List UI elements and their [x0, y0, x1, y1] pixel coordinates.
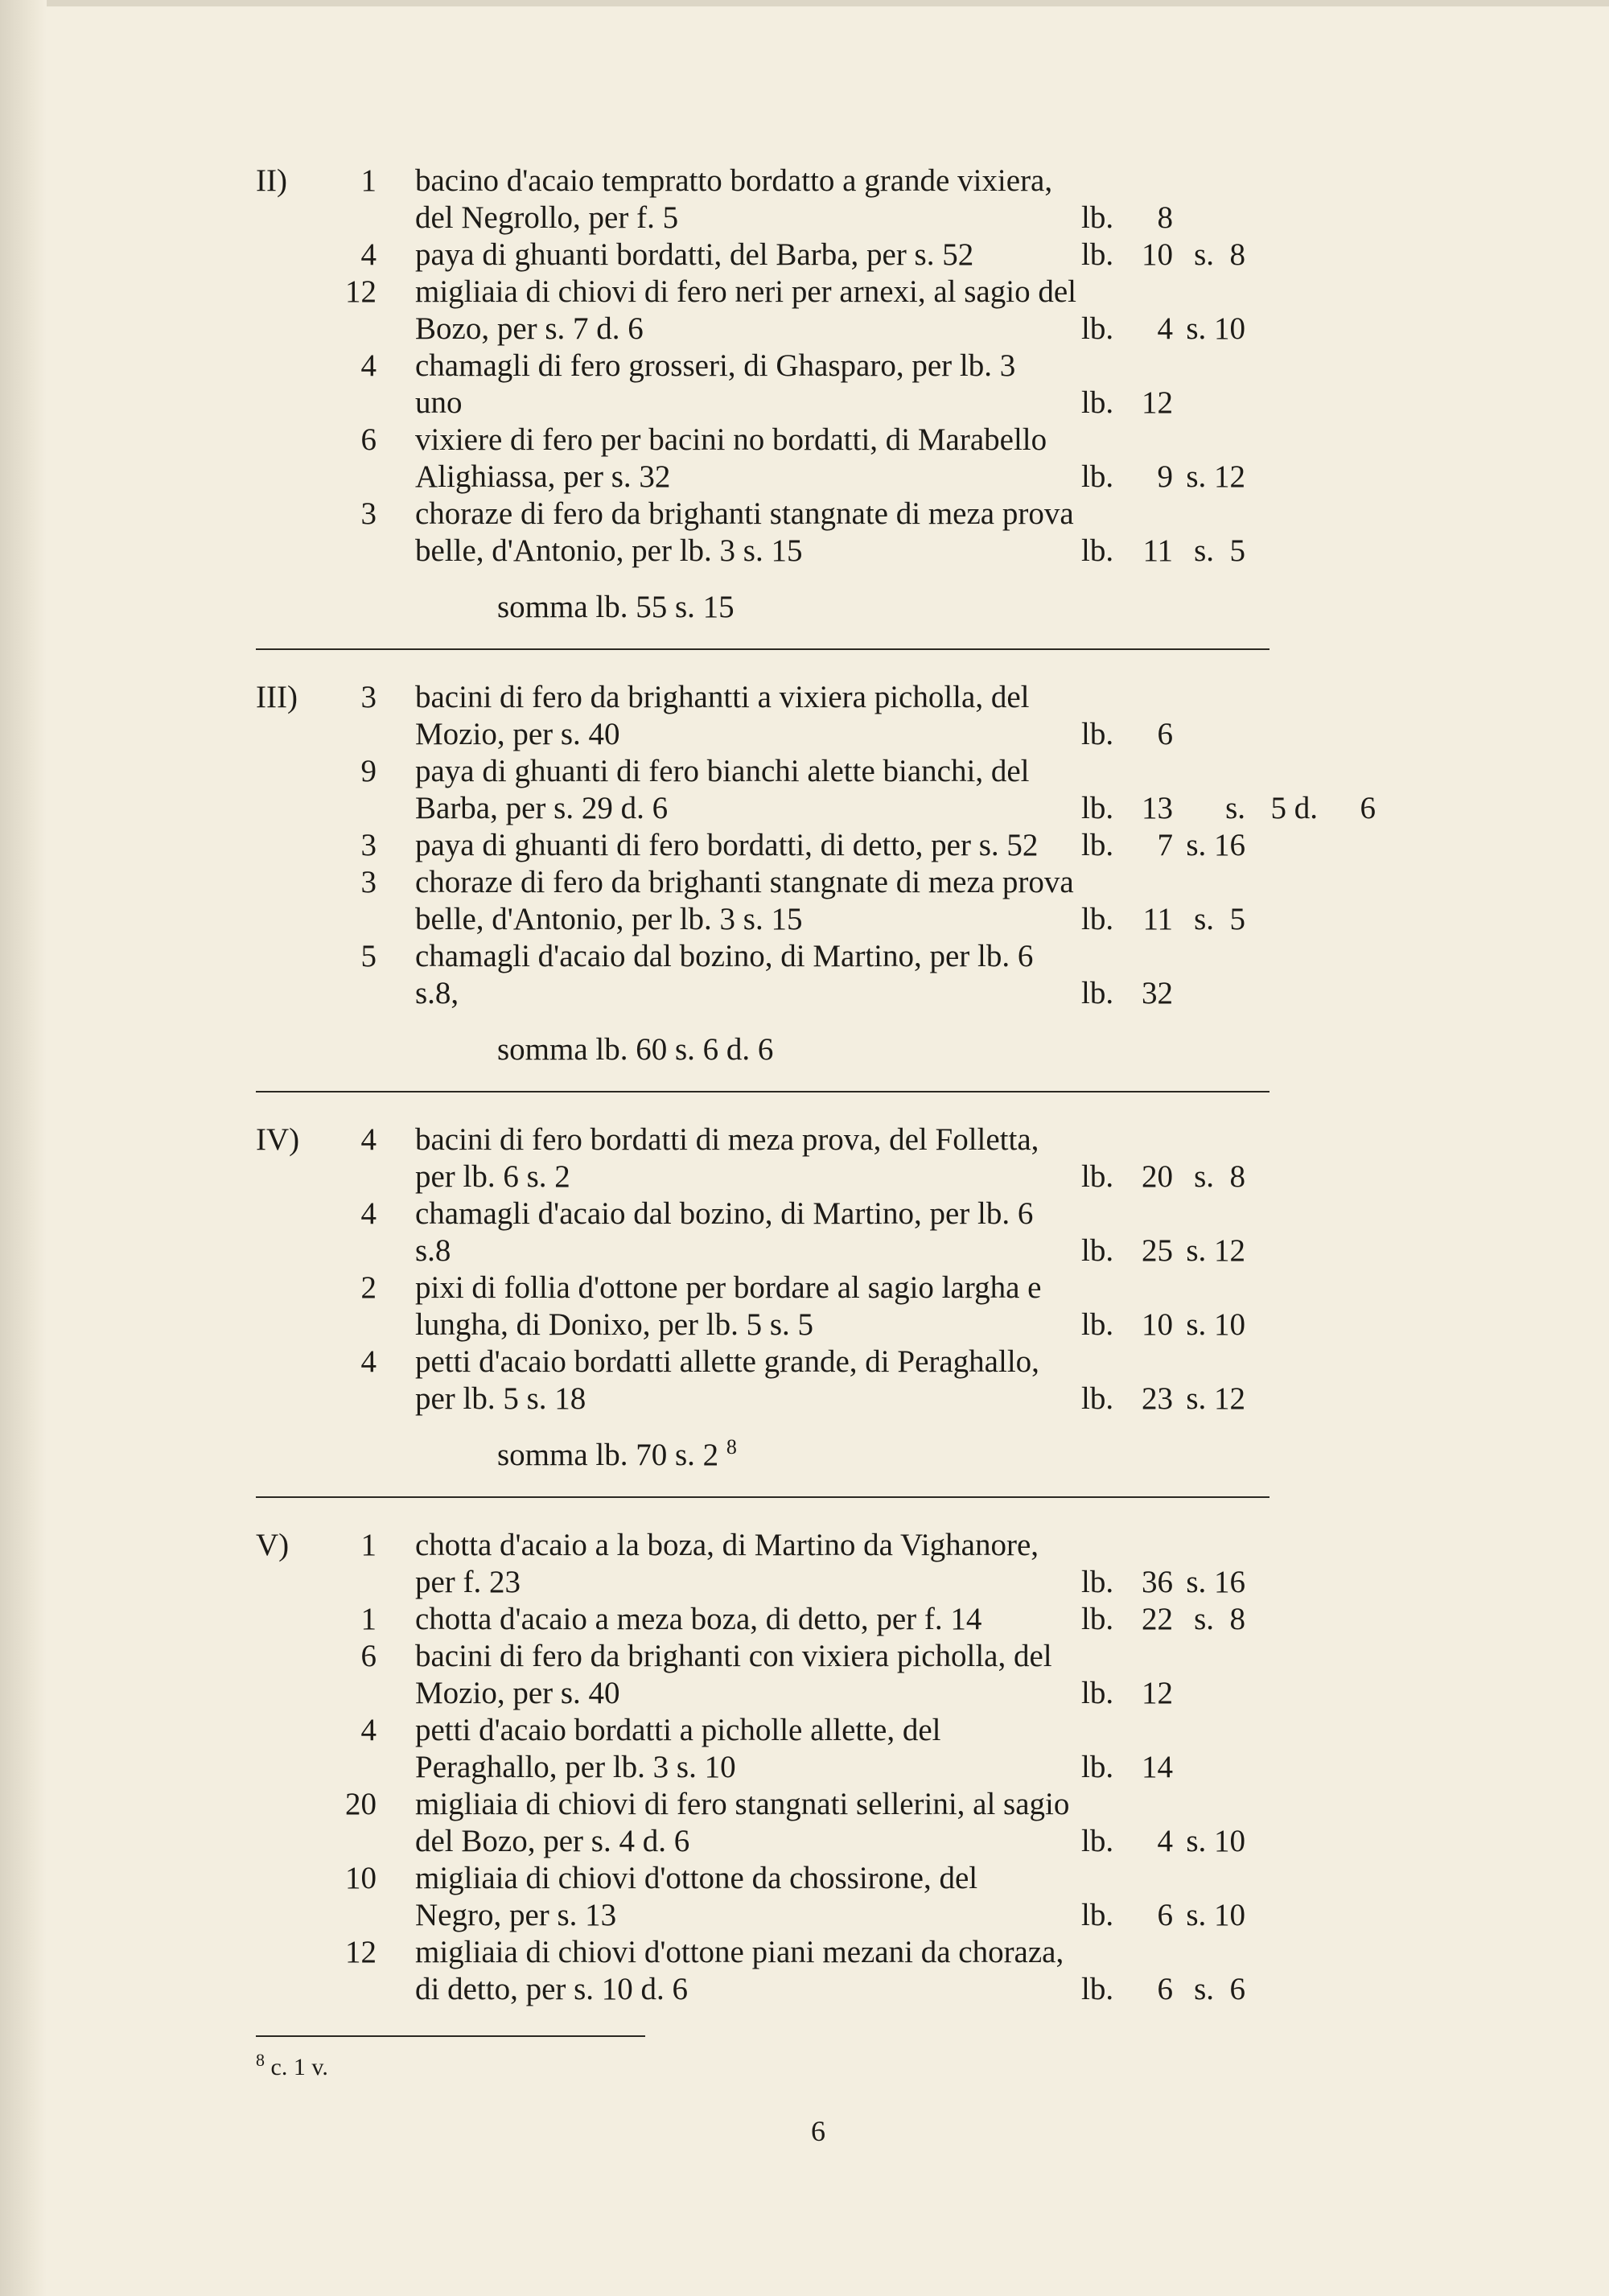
entry-description [415, 1786, 1081, 1860]
footnote-mark: 8 [256, 2050, 265, 2070]
amount-x [1318, 975, 1376, 1012]
amount-l: 12 [1142, 385, 1173, 420]
entry-quantity: 20 [345, 1787, 377, 1821]
page-top-edge [0, 0, 1609, 6]
entry-description [415, 1860, 1081, 1934]
amount-s: s. 10 [1186, 311, 1245, 346]
entry-row [256, 827, 1270, 864]
entry-amount [1081, 237, 1376, 274]
entry-description [415, 938, 1081, 1012]
description-line: s.8, [415, 976, 459, 1010]
description-line: vixiere di fero per bacini no bordatti, di Marabello [415, 422, 1047, 457]
amount-s: s. 5 [1194, 902, 1245, 936]
entry-row [256, 864, 1270, 938]
entry-row [256, 422, 1270, 496]
entry-amount [1081, 1601, 1376, 1638]
entry-amount [1081, 1527, 1376, 1601]
description-line: migliaia di chiovi di fero neri per arnexi, al sagio del [415, 274, 1076, 309]
amount-x [1318, 200, 1376, 237]
section-numeral: V) [256, 1528, 290, 1562]
amount-d [1245, 533, 1318, 570]
entry-description [415, 1343, 1081, 1418]
description-line: bacino d'acaio tempratto bordatto a grande vixiera, [415, 163, 1053, 198]
description-line: chamagli di fero grosseri, di Ghasparo, per lb. 3 [415, 348, 1016, 383]
amount-lb: lb. [1081, 1898, 1114, 1932]
amount-s: s. 12 [1186, 1381, 1245, 1416]
amount-l: 11 [1142, 902, 1173, 936]
amount-s: s. 16 [1186, 1565, 1245, 1599]
amount-d [1245, 1380, 1318, 1418]
description-line: Negro, per s. 13 [415, 1898, 617, 1932]
entry-row [256, 348, 1270, 422]
amount-x [1318, 311, 1376, 348]
amount-d: 5 d. [1270, 791, 1318, 825]
entry-amount [1081, 1269, 1376, 1343]
entry-quantity: 4 [360, 1713, 377, 1747]
amount-lb: lb. [1081, 1159, 1114, 1194]
amount-lb: lb. [1081, 976, 1114, 1010]
entry-amount [1081, 1786, 1376, 1860]
description-line: del Bozo, per s. 4 d. 6 [415, 1824, 690, 1858]
entry-description [415, 496, 1081, 570]
description-line: bacini di fero bordatti di meza prova, del Folletta, [415, 1122, 1039, 1157]
entry-quantity: 1 [360, 163, 377, 198]
amount-l: 10 [1142, 1307, 1173, 1342]
description-line: Alighiassa, per s. 32 [415, 459, 671, 494]
amount-l: 7 [1157, 828, 1173, 862]
section-total [497, 589, 1270, 626]
entry-row [256, 274, 1270, 348]
entry-description [415, 1601, 1081, 1638]
entry-amount [1081, 1343, 1376, 1418]
description-line: per lb. 6 s. 2 [415, 1159, 570, 1194]
amount-s: s. 16 [1186, 828, 1245, 862]
description-line: s.8 [415, 1233, 451, 1268]
amount-x [1318, 385, 1376, 422]
entry-row [256, 496, 1270, 570]
amount-s: s. 10 [1186, 1898, 1245, 1932]
amount-d [1245, 827, 1318, 864]
entry-row [256, 679, 1270, 753]
section-total [497, 1437, 1270, 1474]
amount-d [1245, 1232, 1318, 1269]
entry-amount [1081, 1195, 1376, 1269]
amount-d [1245, 716, 1318, 753]
entry-quantity: 9 [360, 754, 377, 788]
amount-d [1245, 1564, 1318, 1601]
entry-amount [1081, 1121, 1376, 1195]
amount-lb: lb. [1081, 1602, 1114, 1636]
description-line: del Negrollo, per f. 5 [415, 200, 679, 235]
amount-d [1245, 975, 1318, 1012]
description-line: lungha, di Donixo, per lb. 5 s. 5 [415, 1307, 814, 1342]
entry-description [415, 163, 1081, 237]
entry-quantity: 12 [345, 274, 377, 309]
entry-amount [1081, 348, 1376, 422]
entry-amount [1081, 422, 1376, 496]
amount-l: 4 [1157, 311, 1173, 346]
amount-lb: lb. [1081, 1824, 1114, 1858]
amount-d [1245, 1306, 1318, 1343]
amount-lb: lb. [1081, 791, 1114, 825]
entry-amount [1081, 938, 1376, 1012]
amount-s [1173, 200, 1245, 237]
entry-row [256, 237, 1270, 274]
entry-row [256, 1786, 1270, 1860]
amount-x [1318, 901, 1376, 938]
entry-quantity: 5 [360, 939, 377, 973]
inventory-text [256, 163, 1376, 2008]
amount-lb: lb. [1081, 1307, 1114, 1342]
entry-description [415, 679, 1081, 753]
entry-row [256, 1601, 1270, 1638]
footnote-rule [256, 2035, 645, 2037]
entry-description [415, 753, 1081, 827]
entry-quantity: 12 [345, 1935, 377, 1969]
amount-d [1245, 237, 1318, 274]
amount-s [1173, 716, 1245, 753]
amount-s [1173, 1675, 1245, 1712]
amount-x [1318, 716, 1376, 753]
entry-description [415, 1934, 1081, 2008]
amount-lb: lb. [1081, 902, 1114, 936]
entry-amount [1081, 753, 1376, 827]
section-total [497, 1031, 1270, 1068]
section-total-text: somma lb. 70 s. 2 [497, 1438, 719, 1472]
amount-x [1318, 1971, 1376, 2008]
description-line: migliaia di chiovi d'ottone da chossirone, del [415, 1861, 978, 1895]
entry-quantity: 3 [360, 828, 377, 862]
entry-description [415, 237, 1081, 274]
amount-x [1318, 1380, 1376, 1418]
amount-s: s. 8 [1194, 1602, 1245, 1636]
section-divider [256, 1496, 1270, 1498]
entry-row [256, 163, 1270, 237]
description-line: Mozio, per s. 40 [415, 1676, 620, 1710]
amount-d [1245, 385, 1318, 422]
amount-l: 6 [1157, 1898, 1173, 1932]
entry-amount [1081, 274, 1376, 348]
description-line: chotta d'acaio a meza boza, di detto, per f. 14 [415, 1602, 982, 1636]
description-line: paya di ghuanti di fero bianchi alette bianchi, del [415, 754, 1030, 788]
amount-s: s. 12 [1186, 459, 1245, 494]
description-line: Mozio, per s. 40 [415, 717, 620, 751]
amount-lb: lb. [1081, 200, 1114, 235]
amount-s [1173, 975, 1245, 1012]
amount-x [1318, 237, 1376, 274]
amount-lb: lb. [1081, 459, 1114, 494]
description-line: chotta d'acaio a la boza, di Martino da Vighanore, [415, 1528, 1039, 1562]
amount-x [1318, 1601, 1376, 1638]
description-line: bacini di fero da brighantti a vixiera picholla, del [415, 680, 1030, 714]
description-line: choraze di fero da brighanti stangnate di meza prova [415, 496, 1074, 531]
amount-lb: lb. [1081, 1565, 1114, 1599]
amount-x [1318, 827, 1376, 864]
entry-amount [1081, 1934, 1376, 2008]
amount-x [1318, 459, 1376, 496]
entry-quantity: 4 [360, 1344, 377, 1379]
amount-lb: lb. [1081, 1233, 1114, 1268]
amount-l: 6 [1157, 1972, 1173, 2006]
entry-quantity: 4 [360, 348, 377, 383]
entry-quantity: 2 [360, 1270, 377, 1305]
amount-lb: lb. [1081, 237, 1114, 272]
amount-d [1245, 1601, 1318, 1638]
description-line: Barba, per s. 29 d. 6 [415, 791, 669, 825]
entry-description [415, 348, 1081, 422]
amount-s: s. 6 [1194, 1972, 1245, 2006]
amount-l: 13 [1142, 791, 1173, 825]
entry-description [415, 1121, 1081, 1195]
entry-row [256, 1269, 1270, 1343]
footnote-ref: 8 [726, 1435, 737, 1459]
section-total-text: somma lb. 60 s. 6 d. 6 [497, 1032, 774, 1067]
amount-d [1245, 1675, 1318, 1712]
amount-d [1245, 1897, 1318, 1934]
amount-l: 10 [1142, 237, 1173, 272]
amount-d [1245, 1158, 1318, 1195]
amount-d [1245, 901, 1318, 938]
entry-description [415, 422, 1081, 496]
entry-quantity: 6 [360, 422, 377, 457]
entry-description [415, 1527, 1081, 1601]
amount-d [1245, 459, 1318, 496]
entry-description [415, 1712, 1081, 1786]
section [256, 163, 1270, 626]
entry-quantity: 1 [360, 1528, 377, 1562]
description-line: di detto, per s. 10 d. 6 [415, 1972, 689, 2006]
amount-lb: lb. [1081, 1676, 1114, 1710]
amount-x [1318, 1749, 1376, 1786]
entry-description [415, 1195, 1081, 1269]
amount-s: s. 10 [1186, 1307, 1245, 1342]
description-line: chamagli d'acaio dal bozino, di Martino, per lb. 6 [415, 939, 1034, 973]
entry-row [256, 753, 1376, 827]
description-line: migliaia di chiovi di fero stangnati sellerini, al sagio [415, 1787, 1070, 1821]
entry-amount [1081, 679, 1376, 753]
amount-x [1318, 1675, 1376, 1712]
description-line: per f. 23 [415, 1565, 521, 1599]
amount-s: s. 5 [1194, 533, 1245, 568]
description-line: petti d'acaio bordatti a picholle allette, del [415, 1713, 941, 1747]
description-line: belle, d'Antonio, per lb. 3 s. 15 [415, 902, 803, 936]
amount-l: 20 [1142, 1159, 1173, 1194]
entry-amount [1081, 496, 1376, 570]
entry-amount [1081, 1860, 1376, 1934]
section-numeral: III) [256, 680, 298, 714]
amount-x [1318, 533, 1376, 570]
entry-row [256, 1712, 1270, 1786]
amount-l: 6 [1157, 717, 1173, 751]
amount-x: 6 [1360, 791, 1376, 825]
entry-description [415, 827, 1081, 864]
amount-d [1245, 1971, 1318, 2008]
description-line: uno [415, 385, 463, 420]
description-line: choraze di fero da brighanti stangnate di meza prova [415, 865, 1074, 899]
amount-lb: lb. [1081, 828, 1114, 862]
amount-l: 36 [1142, 1565, 1173, 1599]
entry-row [256, 1343, 1270, 1418]
amount-lb: lb. [1081, 1972, 1114, 2006]
amount-l: 14 [1142, 1750, 1173, 1784]
amount-d [1245, 1749, 1318, 1786]
amount-lb: lb. [1081, 1381, 1114, 1416]
amount-l: 8 [1157, 200, 1173, 235]
amount-lb: lb. [1081, 385, 1114, 420]
page-number: 6 [811, 2115, 825, 2147]
entry-row [256, 1195, 1270, 1269]
amount-lb: lb. [1081, 311, 1114, 346]
description-line: paya di ghuanti bordatti, del Barba, per s. 52 [415, 237, 974, 272]
section-numeral: IV) [256, 1122, 300, 1157]
amount-lb: lb. [1081, 717, 1114, 751]
description-line: chamagli d'acaio dal bozino, di Martino, per lb. 6 [415, 1196, 1034, 1231]
amount-l: 22 [1142, 1602, 1173, 1636]
entry-row [256, 938, 1270, 1012]
description-line: Peraghallo, per lb. 3 s. 10 [415, 1750, 736, 1784]
entry-amount [1081, 163, 1376, 237]
entry-quantity: 4 [360, 1196, 377, 1231]
entry-quantity: 3 [360, 496, 377, 531]
entry-row [256, 1860, 1270, 1934]
entry-quantity: 6 [360, 1639, 377, 1673]
section-numeral: II) [256, 163, 287, 198]
footnote-text: c. 1 v. [270, 2054, 328, 2080]
amount-l: 11 [1142, 533, 1173, 568]
amount-d [1245, 1823, 1318, 1860]
entry-quantity: 10 [345, 1861, 377, 1895]
section-divider [256, 1091, 1270, 1092]
amount-x [1318, 1232, 1376, 1269]
entry-quantity: 3 [360, 865, 377, 899]
amount-s: s. 10 [1186, 1824, 1245, 1858]
entry-quantity: 4 [360, 237, 377, 272]
description-line: belle, d'Antonio, per lb. 3 s. 15 [415, 533, 803, 568]
amount-lb: lb. [1081, 533, 1114, 568]
section-total-text: somma lb. 55 s. 15 [497, 590, 735, 624]
page-binding-edge [0, 0, 47, 2296]
entry-amount [1081, 864, 1376, 938]
entry-row [256, 1638, 1270, 1712]
section [256, 679, 1376, 1068]
amount-x [1318, 1897, 1376, 1934]
amount-d [1245, 311, 1318, 348]
entry-row [256, 1934, 1270, 2008]
entry-amount [1081, 827, 1376, 864]
entry-description [415, 274, 1081, 348]
section [256, 1121, 1270, 1474]
amount-lb: lb. [1081, 1750, 1114, 1784]
footnote [256, 2050, 328, 2081]
amount-s: s. 12 [1186, 1233, 1245, 1268]
entry-amount [1081, 1712, 1376, 1786]
amount-l: 12 [1142, 1676, 1173, 1710]
amount-s [1173, 1749, 1245, 1786]
amount-l: 23 [1142, 1381, 1173, 1416]
amount-s: s. 8 [1194, 237, 1245, 272]
amount-l: 25 [1142, 1233, 1173, 1268]
amount-s: s. [1225, 791, 1245, 825]
description-line: migliaia di chiovi d'ottone piani mezani da choraza, [415, 1935, 1064, 1969]
section [256, 1527, 1270, 2008]
entry-amount [1081, 1638, 1376, 1712]
description-line: pixi di follia d'ottone per bordare al sagio largha e [415, 1270, 1042, 1305]
description-line: paya di ghuanti di fero bordatti, di detto, per s. 52 [415, 828, 1039, 862]
amount-s [1173, 385, 1245, 422]
amount-l: 4 [1157, 1824, 1173, 1858]
description-line: bacini di fero da brighanti con vixiera picholla, del [415, 1639, 1052, 1673]
entry-quantity: 1 [360, 1602, 377, 1636]
amount-x [1318, 1823, 1376, 1860]
entry-description [415, 1269, 1081, 1343]
entry-row [256, 1527, 1270, 1601]
description-line: petti d'acaio bordatti allette grande, di Peraghallo, [415, 1344, 1039, 1379]
description-line: Bozo, per s. 7 d. 6 [415, 311, 644, 346]
amount-d [1245, 200, 1318, 237]
amount-s: s. 8 [1194, 1159, 1245, 1194]
entry-quantity: 3 [360, 680, 377, 714]
amount-x [1318, 1306, 1376, 1343]
description-line: per lb. 5 s. 18 [415, 1381, 586, 1416]
amount-x [1318, 1158, 1376, 1195]
amount-x [1318, 1564, 1376, 1601]
amount-l: 32 [1142, 976, 1173, 1010]
entry-quantity: 4 [360, 1122, 377, 1157]
entry-description [415, 1638, 1081, 1712]
amount-l: 9 [1157, 459, 1173, 494]
entry-description [415, 864, 1081, 938]
section-divider [256, 648, 1270, 650]
entry-row [256, 1121, 1270, 1195]
